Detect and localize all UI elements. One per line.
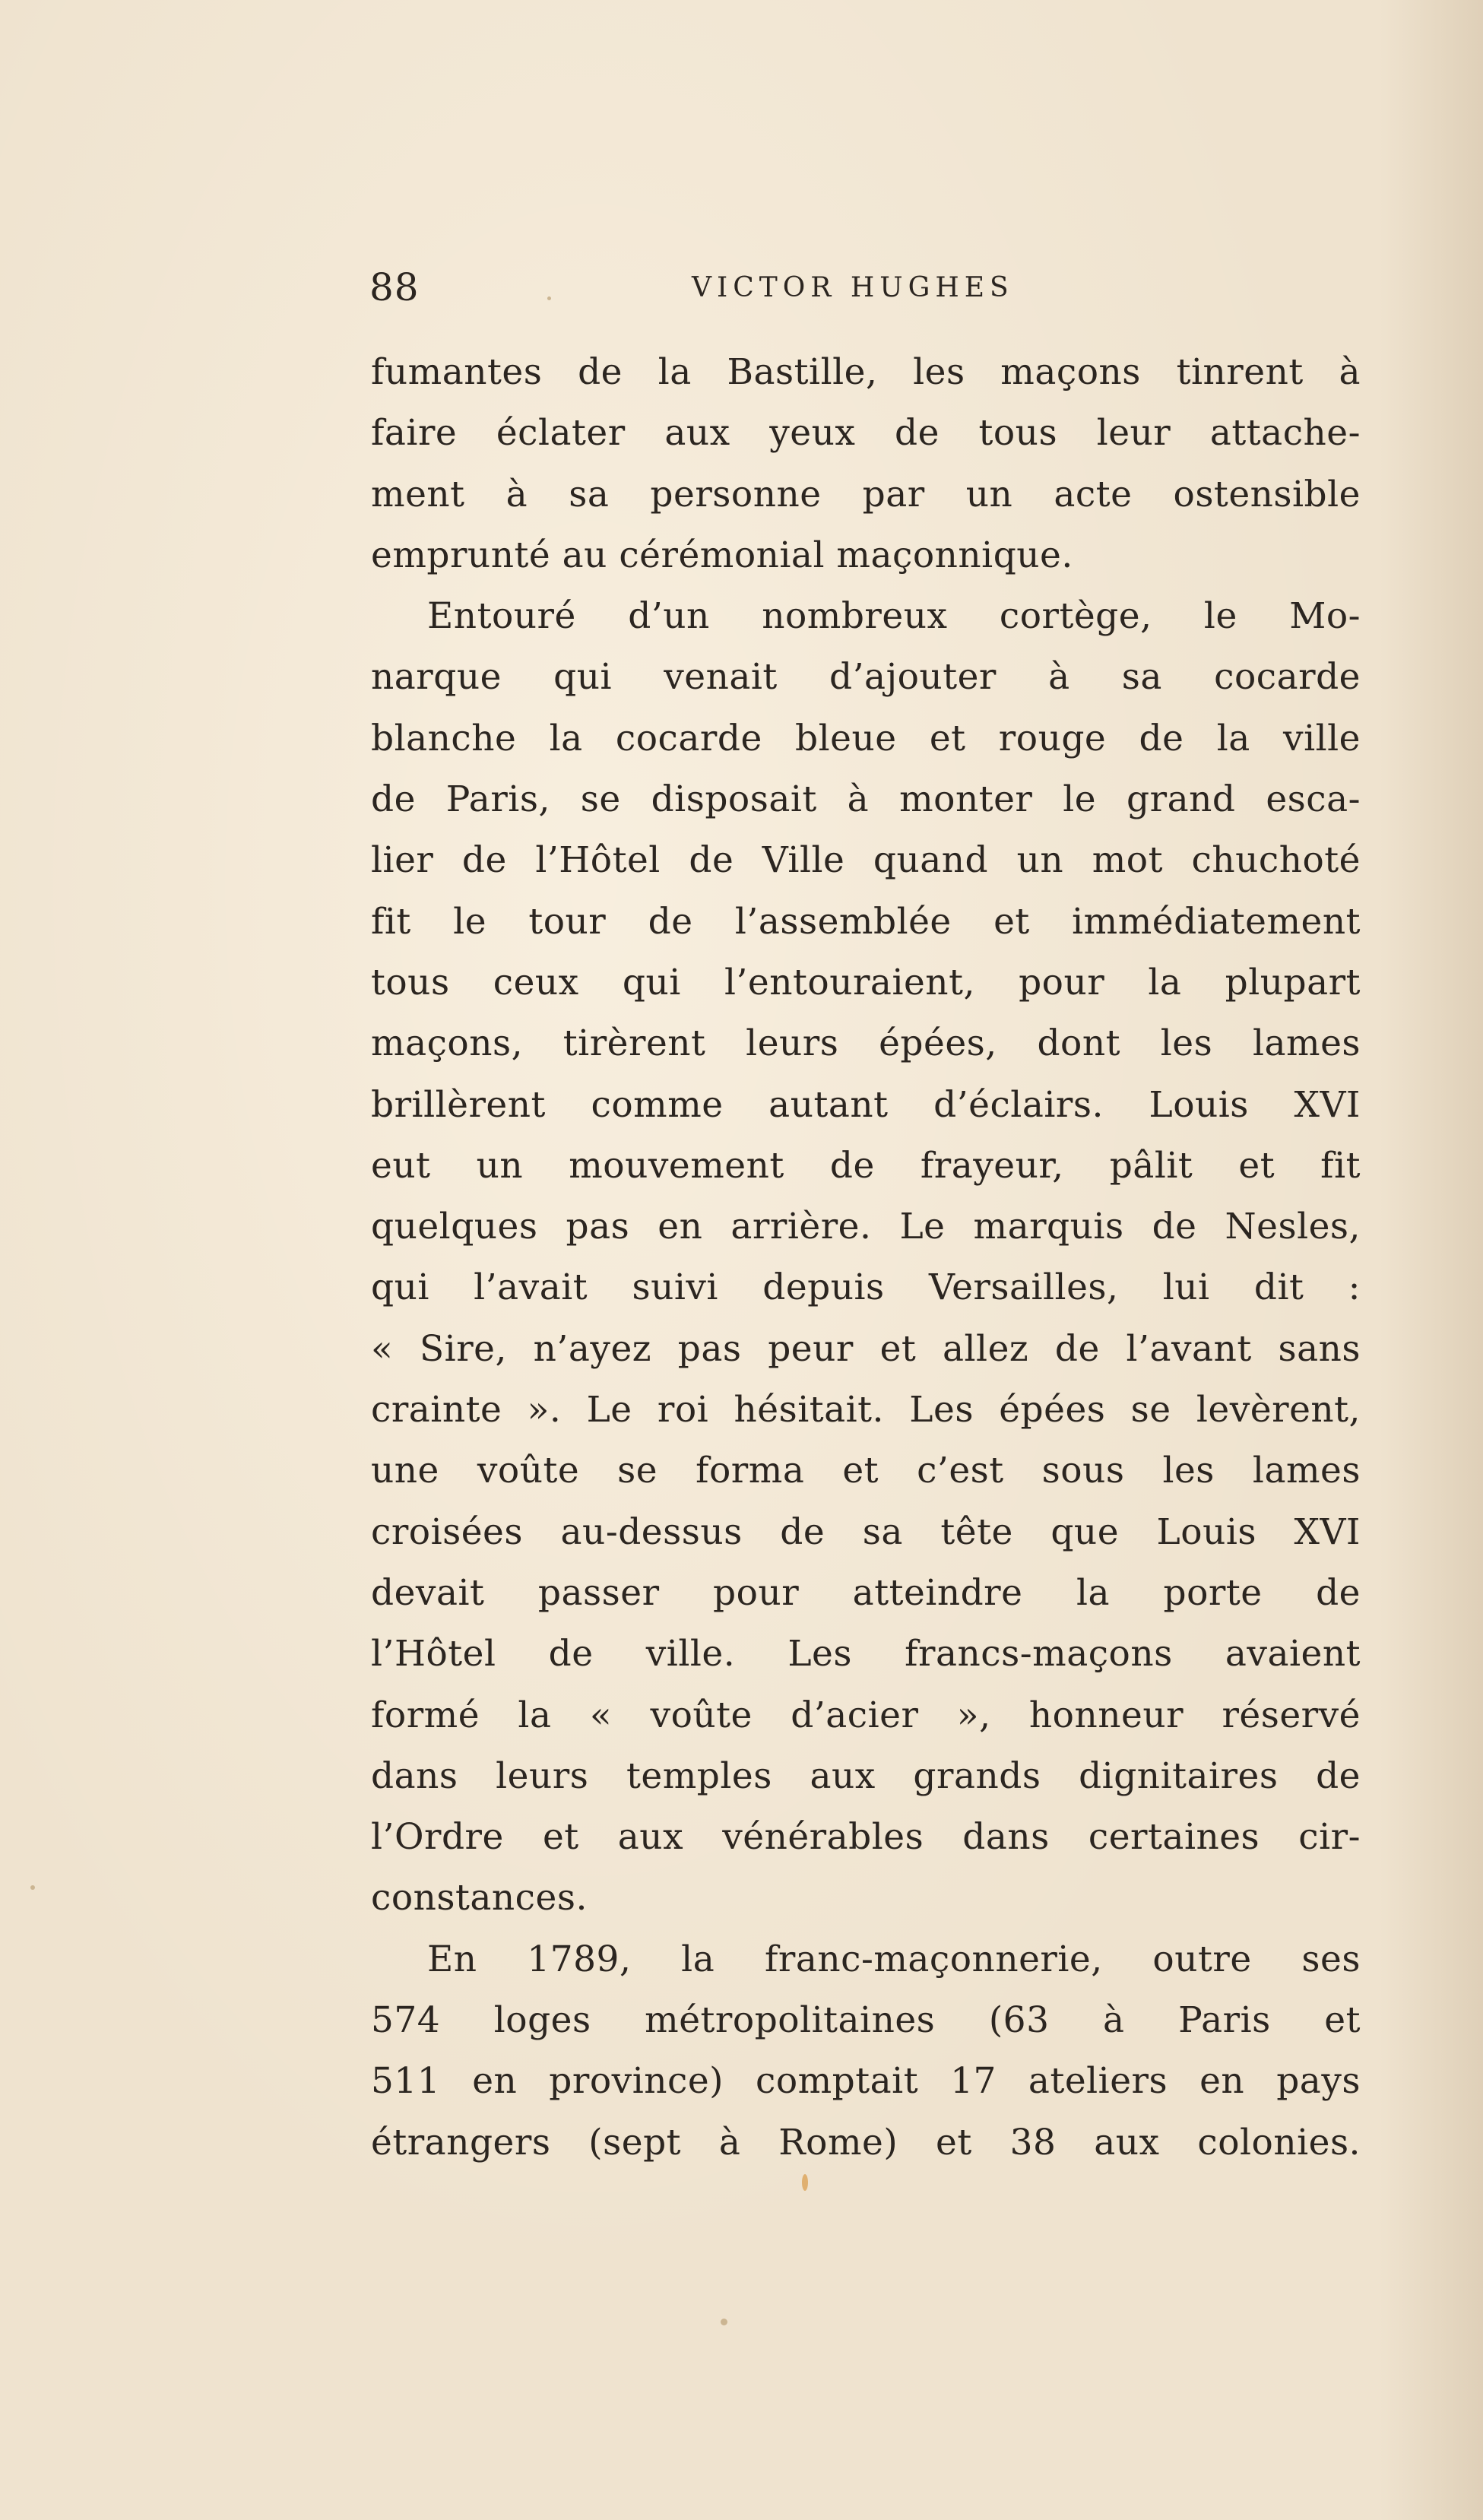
text-line: une voûte se forma et c’est sous les lames — [371, 1450, 1361, 1492]
text-line: « Sire, n’ayez pas peur et allez de l’avant sans — [371, 1327, 1361, 1370]
text-line: qui l’avait suivi depuis Versailles, lui dit : — [371, 1266, 1361, 1309]
text-line: tous ceux qui l’entouraient, pour la plupart — [371, 961, 1361, 1003]
text-line: faire éclater aux yeux de tous leur attache- — [371, 412, 1361, 455]
text-line: croisées au-dessus de sa tête que Louis XVI — [371, 1510, 1361, 1553]
text-line: brillèrent comme autant d’éclairs. Louis XVI — [371, 1083, 1361, 1126]
body-text — [371, 342, 1361, 2173]
text-line: dans leurs temples aux grands dignitaires de — [371, 1754, 1361, 1797]
text-line: quelques pas en arrière. Le marquis de Nesles, — [371, 1206, 1361, 1248]
text-line: eut un mouvement de frayeur, pâlit et fit — [371, 1144, 1361, 1187]
text-line: Entouré d’un nombreux cortège, le Mo- — [427, 595, 1361, 638]
text-line: de Paris, se disposait à monter le grand esca- — [371, 778, 1361, 821]
text-line: ment à sa personne par un acte ostensible — [371, 473, 1361, 515]
running-head — [369, 265, 1361, 310]
paper-speck — [721, 2319, 727, 2325]
text-line: lier de l’Hôtel de Ville quand un mot chuchoté — [371, 839, 1361, 882]
text-line: l’Ordre et aux vénérables dans certaines cir- — [371, 1816, 1361, 1859]
text-line: crainte ». Le roi hésitait. Les épées se levèrent, — [371, 1389, 1361, 1431]
text-line: narque qui venait d’ajouter à sa cocarde — [371, 656, 1361, 699]
text-line: blanche la cocarde bleue et rouge de la ville — [371, 717, 1361, 759]
text-line: l’Hôtel de ville. Les francs-maçons avaient — [371, 1633, 1361, 1675]
paper-speck — [30, 1885, 35, 1890]
paper-speck — [547, 296, 551, 300]
text-line: emprunté au cérémonial maçonnique. — [371, 534, 1073, 576]
text-line: fit le tour de l’assemblée et immédiatement — [371, 900, 1361, 943]
text-line: constances. — [371, 1877, 588, 1919]
running-title: VICTOR HUGHES — [692, 272, 1014, 303]
text-line: étrangers (sept à Rome) et 38 aux colonies. — [371, 2121, 1361, 2163]
text-line: 511 en province) comptait 17 ateliers en pays — [371, 2060, 1361, 2103]
text-line: formé la « voûte d’acier », honneur réservé — [371, 1694, 1361, 1736]
text-line: maçons, tirèrent leurs épées, dont les lames — [371, 1022, 1361, 1065]
text-line: fumantes de la Bastille, les maçons tinrent à — [371, 351, 1361, 393]
text-line: 574 loges métropolitaines (63 à Paris et — [371, 1999, 1361, 2042]
text-line: devait passer pour atteindre la porte de — [371, 1571, 1361, 1614]
page-number: 88 — [369, 265, 420, 309]
paper-speck — [802, 2174, 808, 2191]
text-line: En 1789, la franc-maçonnerie, outre ses — [427, 1938, 1361, 1980]
